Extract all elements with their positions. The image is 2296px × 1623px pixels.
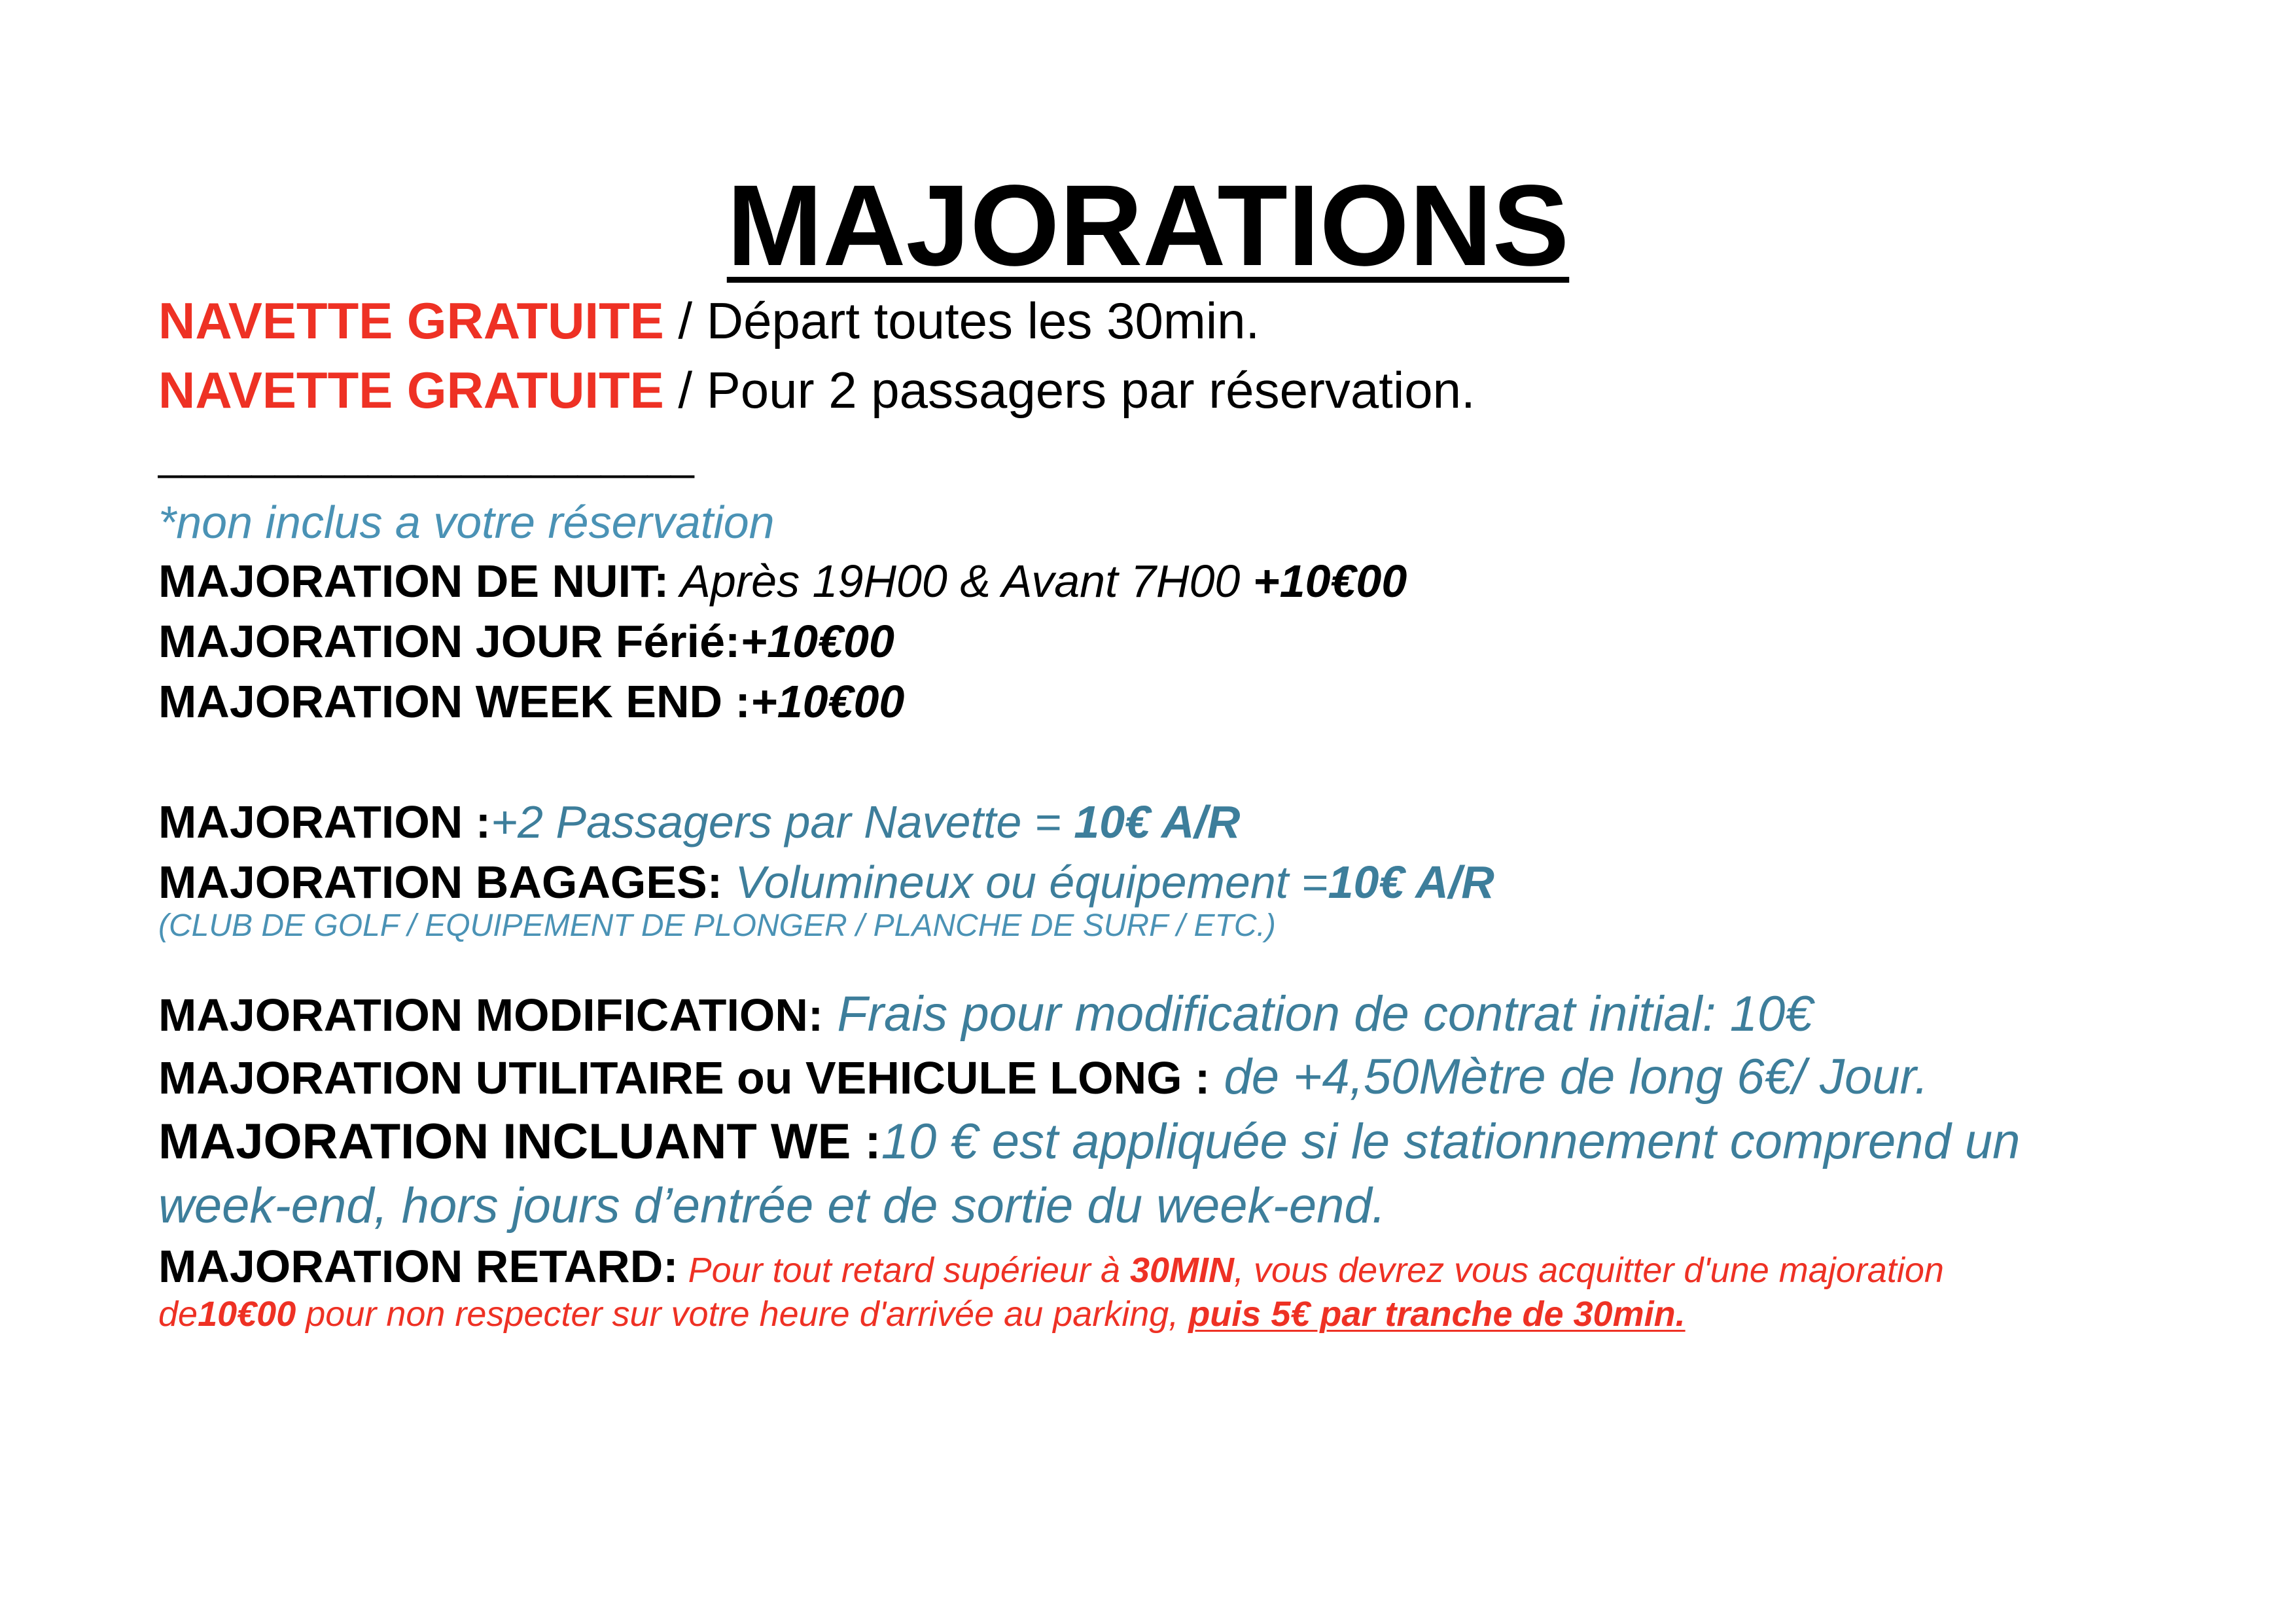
modification-label: MAJORATION MODIFICATION: <box>158 990 824 1041</box>
bagages-sub: (CLUB DE GOLF / EQUIPEMENT DE PLONGER / PLANCHE DE SURF / ETC.) <box>158 908 1276 943</box>
bagages-text: Volumineux ou équipement = <box>722 857 1328 908</box>
navette-label: NAVETTE GRATUITE <box>158 361 664 419</box>
ferie-price: +10€00 <box>740 616 894 667</box>
majoration-ferie <box>158 611 894 671</box>
page-title <box>0 160 2296 291</box>
retard-text1b: 30MIN <box>1129 1251 1234 1290</box>
navette-text: / Départ toutes les 30min. <box>663 292 1260 349</box>
majoration-modification <box>158 984 1813 1045</box>
title-text: MAJORATIONS <box>726 162 1570 290</box>
note-text: *non inclus a votre réservation <box>158 497 775 548</box>
navette-line-2 <box>158 357 1475 423</box>
majoration-weekend <box>158 671 904 732</box>
nuit-text: Après 19H00 & Avant 7H00 <box>669 556 1253 607</box>
incluant-we-text2: week-end, hors jours d’entrée et de sortie du week-end. <box>158 1178 1386 1234</box>
weekend-label: MAJORATION WEEK END : <box>158 676 751 727</box>
majoration-bagages <box>158 852 1494 912</box>
retard-text2d: puis 5€ par tranche de 30min. <box>1188 1294 1686 1334</box>
modification-text: Frais pour modification de contrat initial: 10€ <box>823 986 1813 1042</box>
passagers-label: MAJORATION : <box>158 796 491 847</box>
ferie-label: MAJORATION JOUR Férié: <box>158 616 741 667</box>
incluant-we-text1: 10 € est appliquée si le stationnement comprend un <box>881 1114 2021 1169</box>
utilitaire-label: MAJORATION UTILITAIRE ou VEHICULE LONG : <box>158 1052 1210 1103</box>
bagages-label: MAJORATION BAGAGES: <box>158 857 723 908</box>
incluant-we-label: MAJORATION INCLUANT WE : <box>158 1114 881 1169</box>
navette-line-1 <box>158 288 1260 353</box>
retard-text2c: pour non respecter sur votre heure d'arrivée au parking, <box>296 1294 1189 1334</box>
passagers-text: +2 Passagers par Navette = <box>491 796 1074 847</box>
retard-text2a: de <box>158 1294 198 1334</box>
majoration-nuit <box>158 551 1407 611</box>
majoration-incluant-we <box>158 1110 2020 1174</box>
retard-text1c: , vous devrez vous acquitter d'une majoration <box>1234 1251 1944 1290</box>
separator: _______________________ <box>158 432 694 479</box>
navette-text: / Pour 2 passagers par réservation. <box>663 361 1475 419</box>
majoration-passagers <box>158 792 1240 852</box>
passagers-price: 10€ A/R <box>1074 796 1241 847</box>
retard-text2b: 10€00 <box>198 1294 296 1334</box>
bagages-price: 10€ A/R <box>1328 857 1494 908</box>
nuit-label: MAJORATION DE NUIT: <box>158 556 669 607</box>
nuit-price: +10€00 <box>1252 556 1407 607</box>
utilitaire-text: de +4,50Mètre de long 6€/ Jour. <box>1210 1049 1929 1105</box>
retard-line-2 <box>158 1291 1686 1338</box>
majoration-retard <box>158 1237 1944 1296</box>
majoration-utilitaire <box>158 1047 1928 1108</box>
navette-label: NAVETTE GRATUITE <box>158 292 664 349</box>
retard-label: MAJORATION RETARD: <box>158 1241 679 1292</box>
retard-text1a: Pour tout retard supérieur à <box>678 1251 1130 1290</box>
weekend-price: +10€00 <box>750 676 905 727</box>
